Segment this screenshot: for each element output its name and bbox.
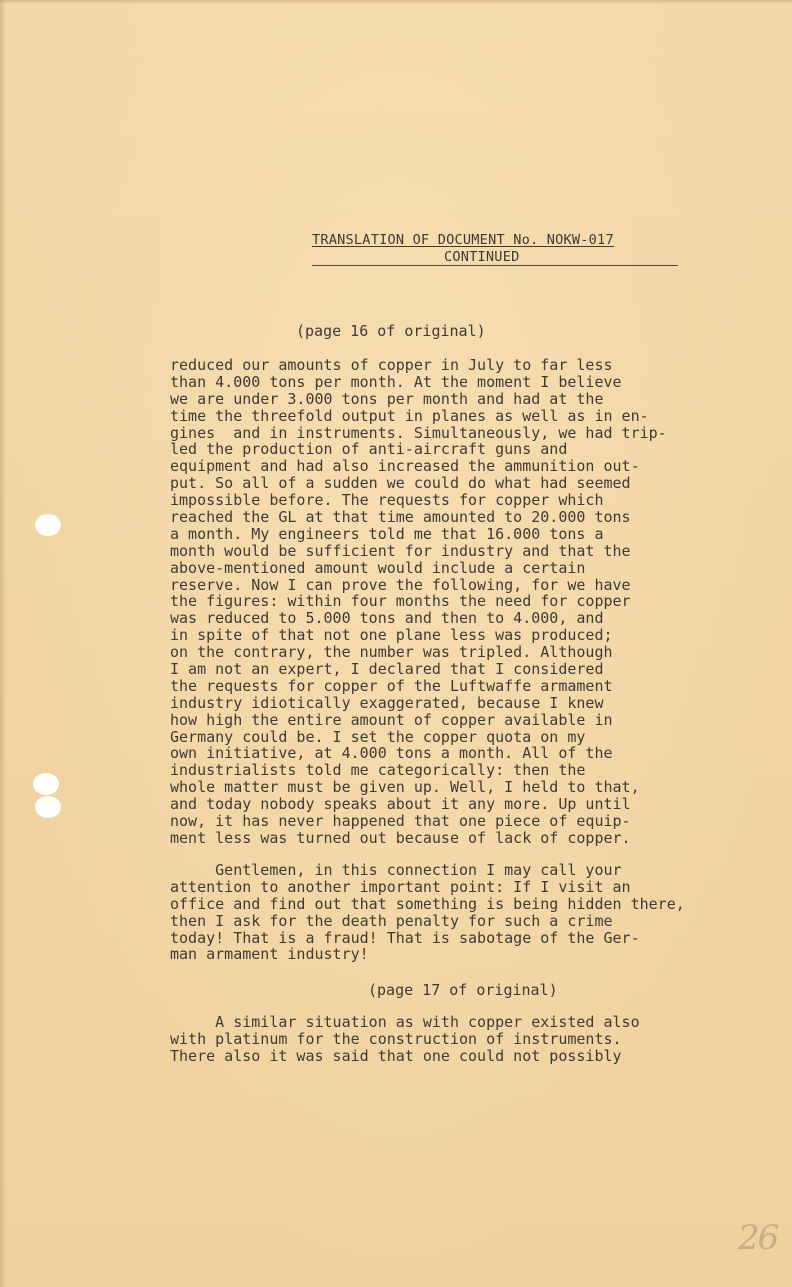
- body-paragraph: [170, 1014, 640, 1065]
- paper-edge-shadow: [0, 0, 6, 1287]
- text-line: industry idiotically exaggerated, because I knew: [170, 693, 604, 712]
- text-line: the requests for copper of the Luftwaffe armament: [170, 676, 613, 695]
- text-line: how high the entire amount of copper available in: [170, 710, 613, 729]
- document-subtitle: CONTINUED: [444, 249, 520, 265]
- page-reference: (page 16 of original): [296, 322, 486, 340]
- text-line: Germany could be. I set the copper quota on my: [170, 727, 586, 746]
- text-line: time the threefold output in planes as well as in en-: [170, 406, 649, 425]
- punch-hole: [35, 796, 61, 818]
- header-rule: [312, 265, 678, 266]
- text-line: reserve. Now I can prove the following, for we have: [170, 575, 631, 594]
- text-line: month would be sufficient for industry and that the: [170, 541, 631, 560]
- text-line: attention to another important point: If I visit an: [170, 877, 631, 896]
- text-line: Gentlemen, in this connection I may call your: [170, 861, 622, 879]
- text-line: with platinum for the construction of instruments.: [170, 1029, 622, 1048]
- text-line: reduced our amounts of copper in July to far less: [170, 356, 613, 374]
- text-line: on the contrary, the number was tripled. Although: [170, 643, 613, 662]
- text-line: A similar situation as with copper existed also: [170, 1013, 640, 1031]
- punch-hole: [35, 514, 61, 536]
- text-line: office and find out that something is being hidden there,: [170, 894, 685, 913]
- text-line: own initiative, at 4.000 tons a month. All of the: [170, 744, 613, 763]
- text-line: put. So all of a sudden we could do what had seemed: [170, 474, 631, 493]
- text-line: equipment and had also increased the ammunition out-: [170, 457, 640, 476]
- paper-top-shadow: [0, 0, 792, 4]
- text-line: the figures: within four months the need for copper: [170, 592, 631, 611]
- text-line: industrialists told me categorically: then the: [170, 761, 586, 780]
- handwritten-page-number: 26: [738, 1218, 778, 1258]
- page-reference: (page 17 of original): [368, 981, 558, 999]
- text-line: than 4.000 tons per month. At the moment I believe: [170, 372, 622, 391]
- text-line: gines and in instruments. Simultaneously, we had trip-: [170, 423, 667, 442]
- text-line: There also it was said that one could not possibly: [170, 1046, 622, 1065]
- text-line: ment less was turned out because of lack of copper.: [170, 828, 631, 847]
- text-line: was reduced to 5.000 tons and then to 4.000, and: [170, 609, 604, 628]
- text-line: above-mentioned amount would include a certain: [170, 558, 586, 577]
- text-line: impossible before. The requests for copper which: [170, 491, 604, 510]
- text-line: in spite of that not one plane less was produced;: [170, 626, 613, 645]
- body-paragraph: [170, 357, 667, 847]
- text-line: whole matter must be given up. Well, I held to that,: [170, 778, 640, 797]
- text-line: then I ask for the death penalty for such a crime: [170, 911, 613, 930]
- text-line: led the production of anti-aircraft guns and: [170, 440, 568, 459]
- document-title: TRANSLATION OF DOCUMENT No. NOKW-017: [312, 232, 614, 248]
- text-line: now, it has never happened that one piece of equip-: [170, 812, 631, 831]
- punch-hole: [33, 773, 59, 795]
- body-paragraph: [170, 862, 685, 963]
- text-line: today! That is a fraud! That is sabotage of the Ger-: [170, 928, 640, 947]
- text-line: reached the GL at that time amounted to 20.000 tons: [170, 508, 631, 527]
- text-line: man armament industry!: [170, 945, 369, 964]
- text-line: I am not an expert, I declared that I considered: [170, 660, 604, 679]
- text-line: and today nobody speaks about it any more. Up until: [170, 795, 631, 814]
- text-line: we are under 3.000 tons per month and had at the: [170, 389, 604, 408]
- text-line: a month. My engineers told me that 16.000 tons a: [170, 524, 604, 543]
